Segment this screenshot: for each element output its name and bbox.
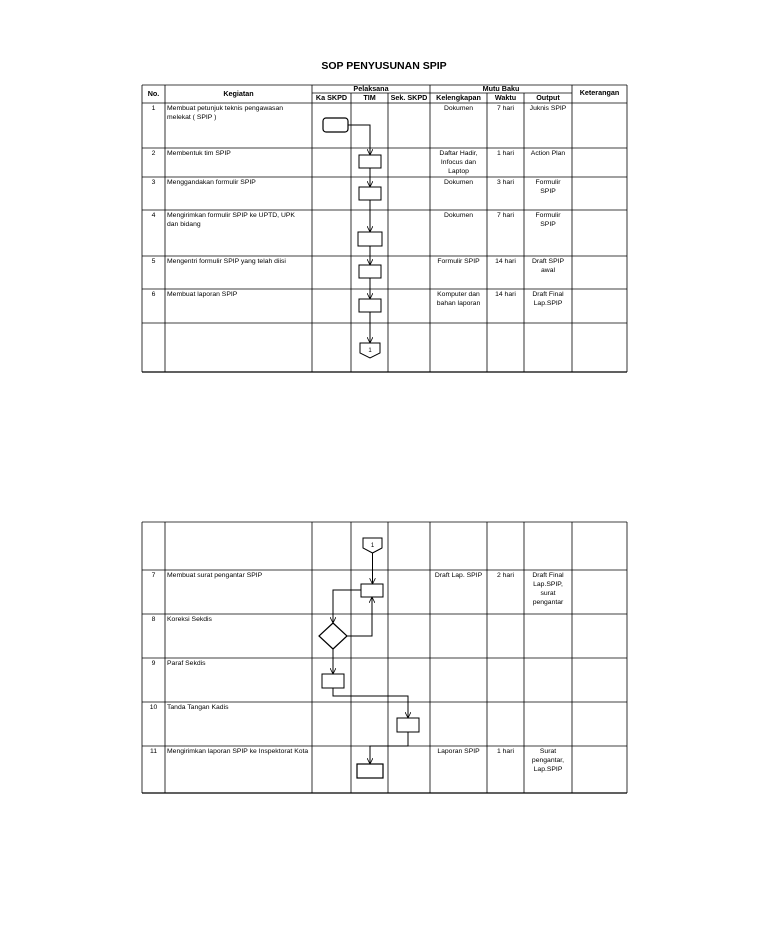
row-number: 1 (151, 105, 156, 112)
row-waktu: 7 hari (496, 105, 514, 112)
row-output: Formulir SPIP (535, 212, 561, 228)
row-output: Draft Final Lap.SPIP, surat pengantar (532, 572, 564, 606)
row-output: Surat pengantar, Lap.SPIP (531, 748, 565, 773)
row-kegiatan: Membentuk tim SPIP (167, 150, 231, 157)
row-output: Formulir SPIP (535, 179, 561, 195)
header-tim: TIM (363, 93, 376, 102)
row-kegiatan: Mengirimkan formulir SPIP ke UPTD, UPK dan bidang (167, 212, 295, 228)
header-mutu-baku: Mutu Baku (482, 84, 520, 93)
row-waktu: 7 hari (496, 212, 514, 219)
header-keterangan: Keterangan (579, 88, 620, 97)
row-kegiatan: Membuat petunjuk teknis pengawasan melekat ( SPIP ) (167, 105, 283, 121)
row-waktu: 1 hari (496, 748, 514, 755)
row-output: Draft SPIP awal (531, 258, 565, 274)
header-sek-skpd: Sek. SKPD (390, 93, 428, 102)
header-kelengkapan: Kelengkapan (436, 93, 481, 102)
row-number: 6 (151, 291, 156, 298)
row-kegiatan: Mengentri formulir SPIP yang telah diisi (167, 258, 286, 265)
row-kelengkapan: Laporan SPIP (437, 748, 480, 755)
page-title: SOP PENYUSUNAN SPIP (321, 60, 447, 72)
connector-label: 1 (370, 543, 375, 549)
row-number: 4 (151, 212, 156, 219)
row-number: 11 (149, 748, 158, 755)
header-ka-skpd: Ka SKPD (315, 93, 348, 102)
row-kegiatan: Paraf Sekdis (167, 660, 206, 667)
row-kelengkapan: Draft Lap. SPIP (434, 572, 483, 579)
row-number: 8 (151, 616, 156, 623)
row-kelengkapan: Dokumen (443, 105, 474, 112)
row-kelengkapan: Komputer dan bahan laporan (436, 291, 481, 307)
row-waktu: 14 hari (495, 291, 516, 298)
row-number: 3 (151, 179, 156, 186)
header-waktu: Waktu (494, 93, 517, 102)
row-kegiatan: Membuat surat pengantar SPIP (167, 572, 263, 579)
row-kegiatan: Menggandakan formulir SPIP (167, 179, 256, 186)
row-waktu: 14 hari (495, 258, 516, 265)
header-kegiatan: Kegiatan (223, 89, 254, 98)
row-kelengkapan: Formulir SPIP (437, 258, 480, 265)
row-output: Draft Final Lap.SPIP (532, 291, 564, 307)
row-waktu: 1 hari (496, 150, 514, 157)
row-number: 7 (151, 572, 156, 579)
row-kelengkapan: Daftar Hadir, Infocus dan Laptop (439, 150, 478, 175)
row-output: Juknis SPIP (529, 105, 567, 112)
header-pelaksana: Pelaksana (353, 84, 389, 93)
row-number: 9 (151, 660, 156, 667)
row-kegiatan: Tanda Tangan Kadis (167, 704, 229, 711)
header-no: No. (147, 89, 160, 98)
row-kegiatan: Mengirimkan laporan SPIP ke Inspektorat Kota (167, 748, 309, 755)
row-number: 10 (149, 704, 158, 711)
row-kelengkapan: Dokumen (443, 179, 474, 186)
row-number: 2 (151, 150, 156, 157)
row-number: 5 (151, 258, 156, 265)
connector-label: 1 (368, 348, 372, 354)
row-waktu: 3 hari (496, 179, 514, 186)
row-kegiatan: Membuat laporan SPIP (167, 291, 238, 298)
row-kegiatan: Koreksi Sekdis (167, 616, 212, 623)
row-waktu: 2 hari (496, 572, 514, 579)
row-output: Action Plan (530, 150, 566, 157)
header-output: Output (536, 93, 560, 102)
row-kelengkapan: Dokumen (443, 212, 474, 219)
